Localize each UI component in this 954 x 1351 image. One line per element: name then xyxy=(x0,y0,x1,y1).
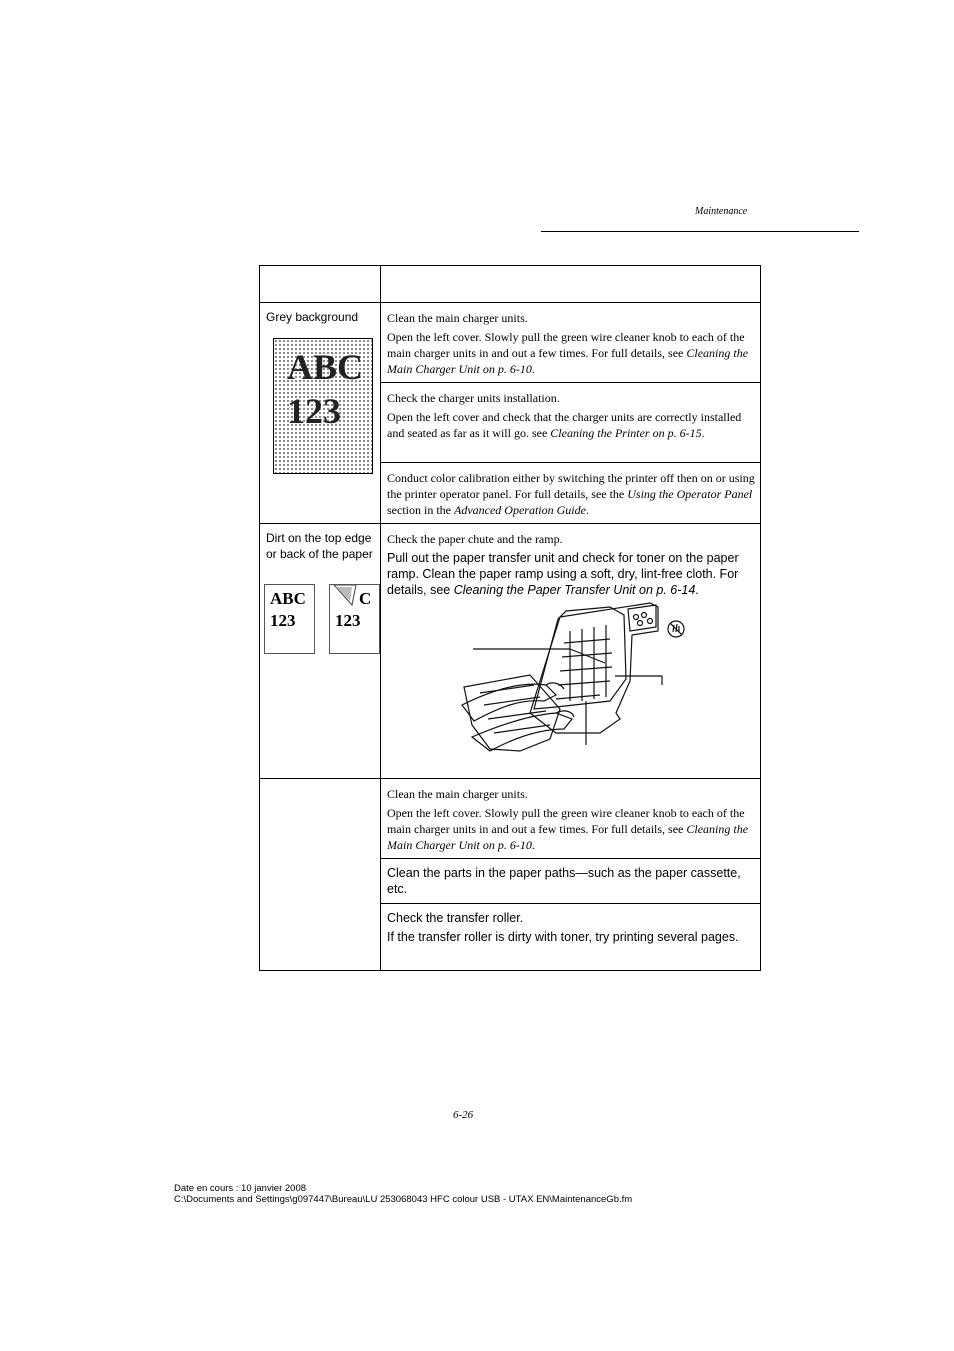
action-body: Open the left cover. Slowly pull the green wire cleaner knob to each of the main charger units in and out a few times. For full details, see xyxy=(387,330,745,360)
header-row-divider xyxy=(260,302,760,303)
grey-background-sample-image xyxy=(273,338,373,474)
action-check-charger-installation: Check the charger units installation. Open the left cover and check that the charger units are correctly installed and seated as far as it will go. see Cleaning the Printer on p. 6-15. xyxy=(387,390,755,444)
row-divider xyxy=(380,903,760,904)
action-color-calibration: Conduct color calibration either by switching the printer off then on or using the printer operator panel. For full details, see the Using the Operator Panel section in the Advanced Operation Guide. xyxy=(387,471,755,517)
action-body: If the transfer roller is dirty with toner, try printing several pages. xyxy=(387,930,739,944)
action-body: Clean the parts in the paper paths—such as the paper cassette, etc. xyxy=(387,866,741,896)
action-body: Pull out the paper transfer unit and check for toner on the paper ramp. Clean the paper ramp using a soft, dry, lint-free cloth. For details, see xyxy=(387,551,739,597)
column-divider xyxy=(380,266,381,970)
action-title: Clean the main charger units. xyxy=(387,311,528,325)
sample-text-123: 123 xyxy=(270,611,296,630)
row-divider xyxy=(380,382,760,383)
action-title: Clean the main charger units. xyxy=(387,787,528,801)
header-rule xyxy=(541,231,859,232)
paper-transfer-unit-illustration xyxy=(460,601,700,771)
row-divider xyxy=(380,462,760,463)
sample-text-c: C xyxy=(359,589,372,608)
running-header: Maintenance xyxy=(695,206,748,217)
sample-text-abc: ABC xyxy=(287,347,364,387)
row-divider xyxy=(260,523,760,524)
sample-text-123: 123 xyxy=(287,391,341,431)
sample-text-123: 123 xyxy=(335,611,361,630)
row-divider xyxy=(260,778,760,779)
troubleshooting-table xyxy=(259,265,761,971)
action-clean-paper-paths xyxy=(387,865,755,900)
action-clean-main-charger-2: Clean the main charger units. Open the left cover. Slowly pull the green wire cleaner knob to each of the main charger units in and out a few times. For full details, see Cleaning the Main Charger Unit on p. 6-10. xyxy=(387,786,755,856)
row-divider xyxy=(380,858,760,859)
footer-metadata xyxy=(174,1183,632,1205)
reference-link[interactable]: Cleaning the Main Charger Unit on p. 6-10 xyxy=(387,822,749,852)
action-title: Check the charger units installation. xyxy=(387,391,560,405)
reference-link[interactable]: Cleaning the Paper Transfer Unit on p. 6-14 xyxy=(453,583,696,597)
reference-link[interactable]: Advanced Operation Guide xyxy=(453,503,586,517)
action-title: Check the transfer roller. xyxy=(387,911,524,925)
action-body: Conduct color calibration either by switching the printer off then on or using the printer operator panel. For full details, see the xyxy=(387,471,755,501)
page-number: 6-26 xyxy=(453,1109,474,1121)
footer-file-path: C:\Documents and Settings\g097447\Bureau\LU 253068043 HFC colour USB - UTAX EN\MaintenanceGb.fm xyxy=(174,1194,633,1205)
action-body: Open the left cover. Slowly pull the green wire cleaner knob to each of the main charger units in and out a few times. For full details, see xyxy=(387,806,745,836)
action-body: Open the left cover and check that the charger units are correctly installed and seated as far as it will go. see xyxy=(387,410,742,440)
footer-date: Date en cours : 10 janvier 2008 xyxy=(174,1183,307,1194)
action-clean-main-charger: Clean the main charger units. Open the left cover. Slowly pull the green wire cleaner knob to each of the main charger units in and out a few times. For full details, see Cleaning the Main Charger Unit on p. 6-10. xyxy=(387,310,755,380)
action-check-transfer-roller xyxy=(387,910,755,948)
action-check-paper-chute: Check the paper chute and the ramp. Pull out the paper transfer unit and check for toner on the paper ramp. Clean the paper ramp using a soft, dry, lint-free cloth. For details, see Cleaning the Paper Transfer Unit on p. 6-14. xyxy=(387,531,755,601)
action-title: Check the paper chute and the ramp. xyxy=(387,532,563,546)
dirty-paper-sample-front xyxy=(264,584,315,654)
sample-text-abc: ABC xyxy=(270,589,306,608)
reference-link[interactable]: Cleaning the Printer on p. 6-15 xyxy=(550,426,702,440)
dirty-paper-sample-back xyxy=(329,584,380,654)
symptom-dirt-top-edge: Dirt on the top edge or back of the paper xyxy=(266,531,373,561)
symptom-grey-background: Grey background xyxy=(266,310,359,324)
reference-link[interactable]: Using the Operator Panel xyxy=(627,487,753,501)
reference-link[interactable]: Cleaning the Main Charger Unit on p. 6-10 xyxy=(387,346,749,376)
